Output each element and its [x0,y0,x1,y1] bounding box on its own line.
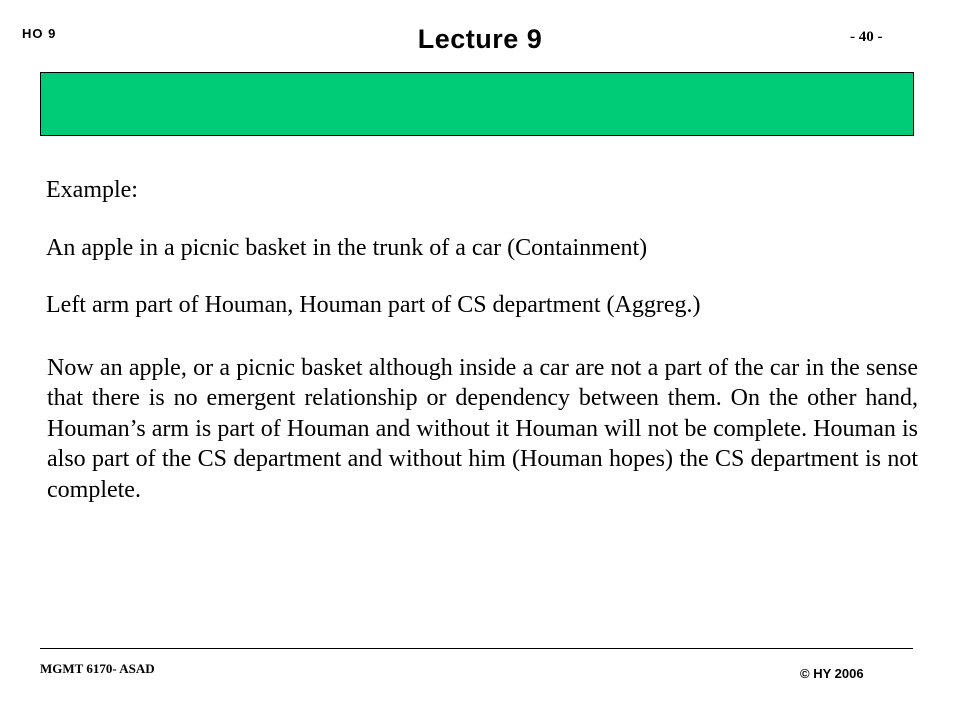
example-line-aggregation: Left arm part of Houman, Houman part of CS department (Aggreg.) [46,292,701,318]
course-label: MGMT 6170- ASAD [40,661,155,676]
handout-number: HO 9 [22,26,57,41]
copyright-label: © HY 2006 [800,666,864,681]
page-number: - 40 - [850,29,883,45]
example-line-containment: An apple in a picnic basket in the trunk of a car (Containment) [46,235,648,261]
footer-divider [40,648,913,649]
page-title: Lecture 9 [417,24,543,54]
example-label: Example: [46,177,138,203]
title-banner [40,72,914,136]
explanation-paragraph: Now an apple, or a picnic basket although inside a car are not a part of the car in the sense that there is no emergent relationship or dependency between them. On the other hand, Houman’s arm is part of Houman and without it Houman will not be complete. Houman is also part of the CS department and without him (Houman hopes) the CS department is not complete. [47,355,918,503]
